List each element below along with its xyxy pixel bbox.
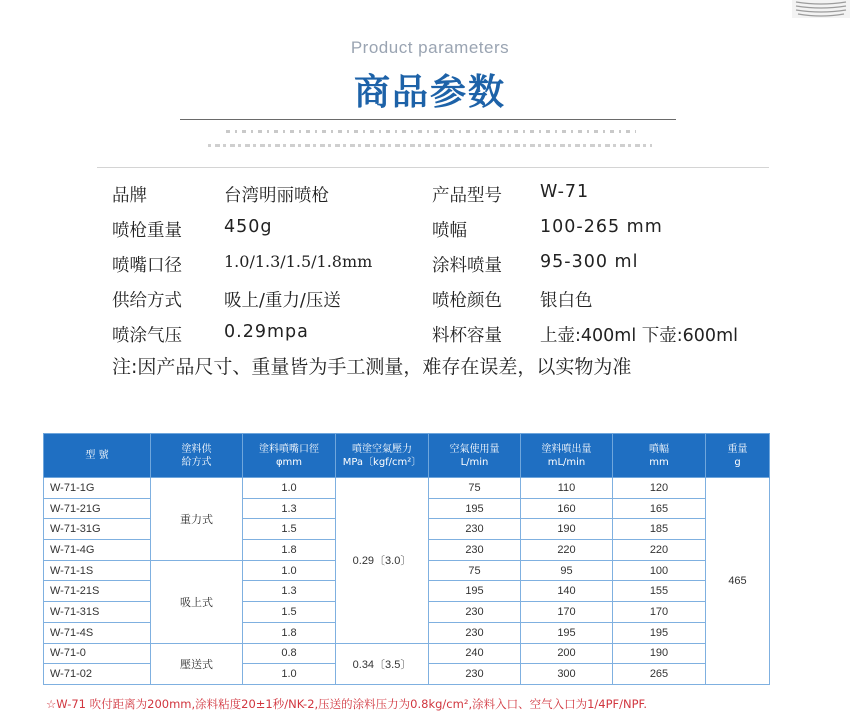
param-value: 上壶:400ml 下壶:600ml — [540, 326, 738, 346]
cell-width: 265 — [613, 664, 706, 685]
param-value: 95-300 ml — [540, 252, 639, 272]
cell-supply-gravity: 重力式 — [151, 478, 243, 561]
cell-output: 195 — [521, 622, 613, 643]
cell-nozzle: 1.0 — [243, 664, 336, 685]
cell-model: W-71-0 — [44, 643, 151, 664]
param-label: 料杯容量 — [432, 326, 502, 346]
param-row — [112, 281, 792, 316]
cell-pressure-a: 0.29〔3.0〕 — [336, 478, 429, 644]
cell-air: 195 — [429, 581, 521, 602]
cell-output: 190 — [521, 519, 613, 540]
table-header-row — [44, 434, 770, 478]
param-row — [112, 316, 792, 351]
param-label: 喷枪重量 — [112, 221, 182, 241]
cell-width: 185 — [613, 519, 706, 540]
cell-model: W-71-4S — [44, 622, 151, 643]
table-row — [44, 478, 770, 499]
cell-nozzle: 1.3 — [243, 498, 336, 519]
th-output: 塗料噴出量 mL/min — [521, 434, 613, 478]
cell-nozzle: 1.0 — [243, 478, 336, 499]
cell-output: 220 — [521, 540, 613, 561]
param-value: 银白色 — [540, 291, 593, 311]
cell-width: 195 — [613, 622, 706, 643]
cell-width: 220 — [613, 540, 706, 561]
table-row — [44, 643, 770, 664]
cell-nozzle: 1.5 — [243, 602, 336, 623]
cell-model: W-71-31G — [44, 519, 151, 540]
cell-air: 230 — [429, 540, 521, 561]
spring-product-image — [792, 0, 850, 18]
th-air: 空氣使用量 L/min — [429, 434, 521, 478]
cell-output: 200 — [521, 643, 613, 664]
cell-output: 170 — [521, 602, 613, 623]
cell-air: 240 — [429, 643, 521, 664]
cell-air: 230 — [429, 602, 521, 623]
cell-weight: 465 — [706, 478, 770, 685]
cell-nozzle: 1.5 — [243, 519, 336, 540]
cell-output: 140 — [521, 581, 613, 602]
cell-air: 230 — [429, 664, 521, 685]
cell-model: W-71-31S — [44, 602, 151, 623]
cell-output: 300 — [521, 664, 613, 685]
params-divider — [97, 167, 769, 168]
cell-model: W-71-1S — [44, 560, 151, 581]
cell-air: 230 — [429, 519, 521, 540]
th-model: 型 號 — [44, 434, 151, 478]
cell-supply-suction: 吸上式 — [151, 560, 243, 643]
cell-width: 165 — [613, 498, 706, 519]
param-label: 供给方式 — [112, 291, 182, 311]
section-title: 商品参数 — [353, 72, 506, 113]
spec-table — [43, 433, 770, 685]
decorative-fine-line — [226, 130, 636, 133]
param-label: 产品型号 — [432, 186, 502, 206]
param-label: 喷枪颜色 — [432, 291, 502, 311]
param-label: 喷涂气压 — [112, 326, 182, 346]
cell-output: 160 — [521, 498, 613, 519]
param-label: 品牌 — [112, 186, 147, 206]
param-value: W-71 — [540, 182, 590, 202]
cell-model: W-71-4G — [44, 540, 151, 561]
cell-width: 170 — [613, 602, 706, 623]
cell-nozzle: 0.8 — [243, 643, 336, 664]
cell-nozzle: 1.3 — [243, 581, 336, 602]
cell-model: W-71-21G — [44, 498, 151, 519]
cell-air: 75 — [429, 560, 521, 581]
param-row — [112, 176, 792, 211]
cell-width: 155 — [613, 581, 706, 602]
param-label: 涂料喷量 — [432, 256, 502, 276]
param-value: 450g — [224, 217, 273, 237]
param-row — [112, 246, 792, 281]
param-row — [112, 211, 792, 246]
param-value: 1.0/1.3/1.5/1.8mm — [224, 252, 373, 271]
param-value: 吸上/重力/压送 — [224, 291, 341, 311]
th-weight: 重量 g — [706, 434, 770, 478]
title-divider — [180, 119, 676, 120]
cell-output: 95 — [521, 560, 613, 581]
cell-pressure-b: 0.34〔3.5〕 — [336, 643, 429, 684]
param-value: 0.29mpa — [224, 322, 309, 342]
cell-model: W-71-1G — [44, 478, 151, 499]
cell-air: 230 — [429, 622, 521, 643]
spec-table-wrapper — [43, 433, 769, 685]
measurement-note: 注:因产品尺寸、重量皆为手工测量，难存在误差，以实物为准 — [112, 356, 632, 378]
th-supply: 塗料供 給方式 — [151, 434, 243, 478]
section-subtitle-en: Product parameters — [350, 38, 510, 57]
cell-nozzle: 1.8 — [243, 540, 336, 561]
cell-model: W-71-21S — [44, 581, 151, 602]
cell-width: 120 — [613, 478, 706, 499]
param-value: 100-265 mm — [540, 217, 663, 237]
th-nozzle: 塗料噴嘴口徑 φmm — [243, 434, 336, 478]
th-width: 噴幅 mm — [613, 434, 706, 478]
cell-nozzle: 1.8 — [243, 622, 336, 643]
cell-supply-pressure: 壓送式 — [151, 643, 243, 684]
th-pressure: 噴塗空氣壓力 MPa〔kgf/cm²〕 — [336, 434, 429, 478]
decorative-fine-line — [208, 144, 652, 147]
param-label: 喷嘴口径 — [112, 256, 182, 276]
param-value: 台湾明丽喷枪 — [224, 186, 329, 206]
cell-width: 190 — [613, 643, 706, 664]
cell-output: 110 — [521, 478, 613, 499]
cell-air: 75 — [429, 478, 521, 499]
footnote: ☆W-71 吹付距离为200mm,涂料粘度20±1秒/NK-2,压送的涂料压力为0.8kg/cm²,涂料入口、空气入口为1/4PF/NPF. — [46, 697, 647, 711]
cell-nozzle: 1.0 — [243, 560, 336, 581]
params-list — [112, 176, 792, 351]
cell-width: 100 — [613, 560, 706, 581]
cell-model: W-71-02 — [44, 664, 151, 685]
cell-air: 195 — [429, 498, 521, 519]
param-label: 喷幅 — [432, 221, 467, 241]
